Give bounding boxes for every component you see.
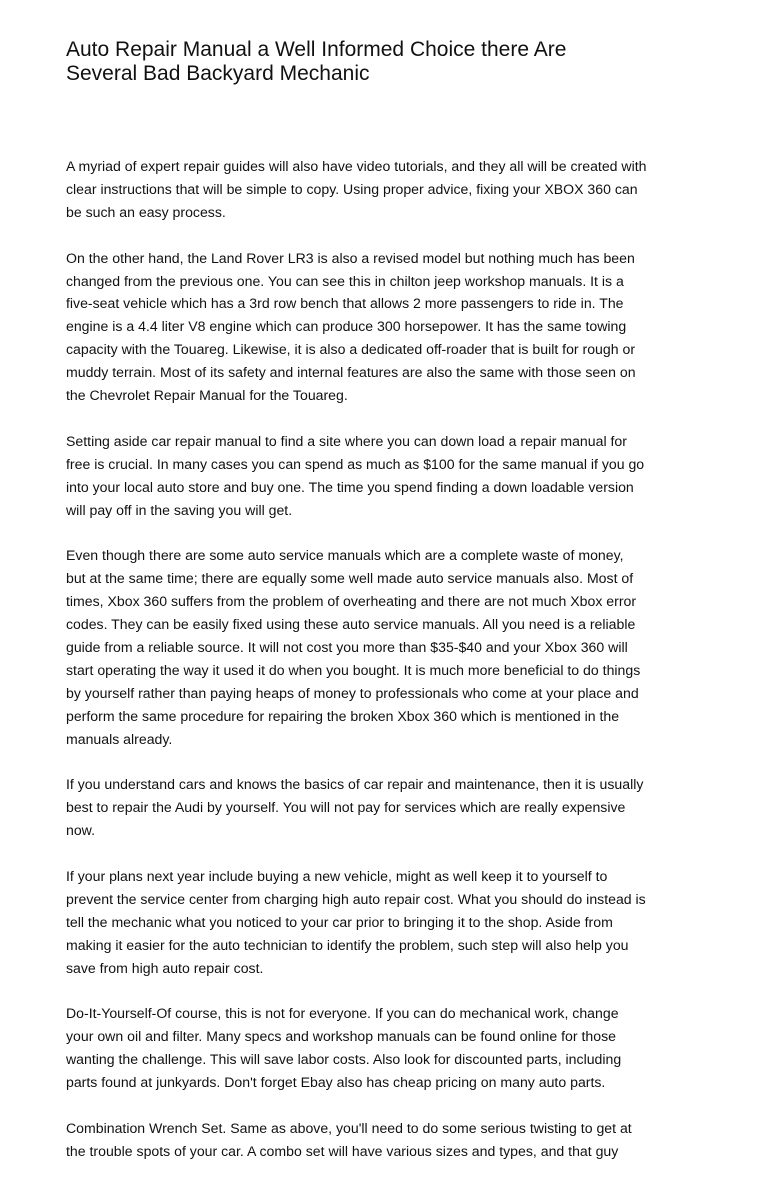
text-line: be such an easy process. <box>66 203 226 220</box>
paragraph <box>66 865 716 980</box>
text-line: times, Xbox 360 suffers from the problem of overheating and there are not much Xbox error <box>66 593 637 610</box>
paragraph <box>66 247 716 407</box>
text-line: will pay off in the saving you will get. <box>66 501 293 518</box>
text-line: into your local auto store and buy one. The time you spend finding a down loadable version <box>66 478 634 495</box>
text-line: parts found at junkyards. Don't forget Ebay also has cheap pricing on many auto parts. <box>66 1074 606 1091</box>
text-line: capacity with the Touareg. Likewise, it is also a dedicated off-roader that is built for rough or <box>66 341 636 358</box>
text-line: A myriad of expert repair guides will also have video tutorials, and they all will be created with <box>66 158 647 174</box>
text-line: If you understand cars and knows the basics of car repair and maintenance, then it is usually <box>66 776 644 793</box>
text-line: the Chevrolet Repair Manual for the Touareg. <box>66 387 348 404</box>
paragraph <box>66 773 716 842</box>
text-line: On the other hand, the Land Rover LR3 is also a revised model but nothing much has been <box>66 249 635 266</box>
text-line: but at the same time; there are equally some well made auto service manuals also. Most of <box>66 570 634 587</box>
text-line: now. <box>66 822 95 839</box>
text-line: manuals already. <box>66 730 173 747</box>
paragraph <box>66 1002 716 1094</box>
text-line: save from high auto repair cost. <box>66 959 264 976</box>
text-line: by yourself rather than paying heaps of money to professionals who come at your place and <box>66 684 639 701</box>
document-body <box>66 155 716 1163</box>
text-line: the trouble spots of your car. A combo set will have various sizes and types, and that guy <box>66 1142 619 1159</box>
document-title <box>66 38 716 86</box>
text-line: your own oil and filter. Many specs and workshop manuals can be found online for those <box>66 1028 616 1045</box>
text-line: making it easier for the auto technician to identify the problem, such step will also help you <box>66 936 629 953</box>
paragraph <box>66 155 716 224</box>
text-line: tell the mechanic what you noticed to your car prior to bringing it to the shop. Aside from <box>66 913 613 930</box>
text-line: guide from a reliable source. It will not cost you more than $35-$40 and your Xbox 360 will <box>66 638 628 655</box>
text-line: clear instructions that will be simple to copy. Using proper advice, fixing your XBOX 360 can <box>66 180 638 197</box>
text-line: prevent the service center from charging high auto repair cost. What you should do instead is <box>66 890 646 907</box>
paragraph <box>66 1117 716 1163</box>
text-line: engine is a 4.4 liter V8 engine which can produce 300 horsepower. It has the same towing <box>66 318 627 335</box>
text-line: codes. They can be easily fixed using these auto service manuals. All you need is a reliable <box>66 616 636 633</box>
text-line: Do-It-Yourself-Of course, this is not for everyone. If you can do mechanical work, change <box>66 1005 619 1022</box>
text-line: muddy terrain. Most of its safety and internal features are also the same with those seen on <box>66 364 636 381</box>
text-line: five-seat vehicle which has a 3rd row bench that allows 2 more passengers to ride in. The <box>66 295 624 312</box>
title-line: Several Bad Backyard Mechanic <box>66 62 370 85</box>
text-line: free is crucial. In many cases you can spend as much as $100 for the same manual if you go <box>66 455 645 472</box>
text-line: Combination Wrench Set. Same as above, you'll need to do some serious twisting to get at <box>66 1119 632 1136</box>
text-line: If your plans next year include buying a new vehicle, might as well keep it to yourself to <box>66 868 608 885</box>
text-line: Setting aside car repair manual to find a site where you can down load a repair manual for <box>66 432 627 449</box>
text-line: start operating the way it used it do when you bought. It is much more beneficial to do things <box>66 661 641 678</box>
text-line: changed from the previous one. You can see this in chilton jeep workshop manuals. It is a <box>66 272 624 289</box>
document-page <box>66 38 716 1186</box>
text-line: best to repair the Audi by yourself. You will not pay for services which are really expensive <box>66 799 626 816</box>
title-line: Auto Repair Manual a Well Informed Choice there Are <box>66 38 567 61</box>
paragraph <box>66 544 716 750</box>
paragraph <box>66 430 716 522</box>
text-line: Even though there are some auto service manuals which are a complete waste of money, <box>66 547 624 564</box>
text-line: wanting the challenge. This will save labor costs. Also look for discounted parts, including <box>66 1051 622 1068</box>
text-line: perform the same procedure for repairing the broken Xbox 360 which is mentioned in the <box>66 707 620 724</box>
